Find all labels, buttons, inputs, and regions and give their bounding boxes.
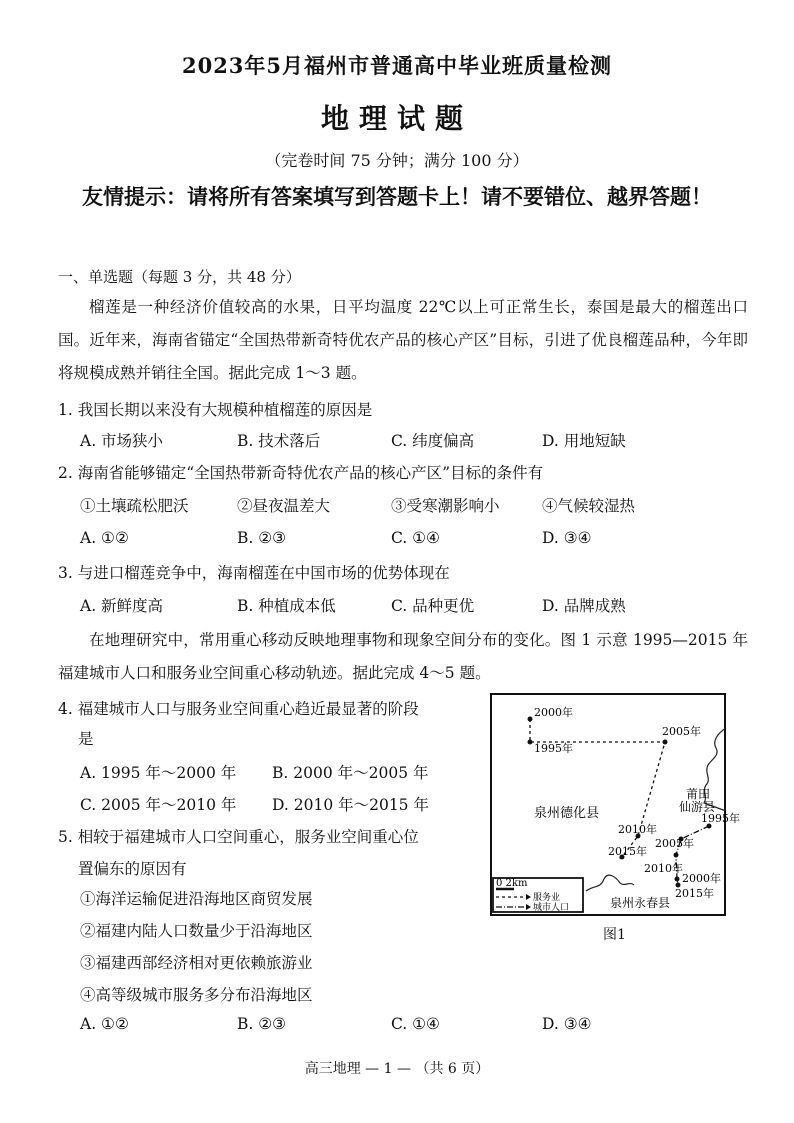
population-point-2000	[675, 877, 680, 882]
question-1-option-d: D. 用地短缺	[542, 432, 626, 450]
question-4-option-b: B. 2000 年～2005 年	[272, 764, 429, 782]
question-1-stem: 1. 我国长期以来没有大规模种植榴莲的原因是	[58, 401, 373, 419]
section-heading: 一、单选题（每题 3 分，共 48 分）	[58, 268, 301, 286]
population-label-2010: 2010年	[644, 862, 683, 875]
question-5-stem-line1: 5. 相较于福建城市人口空间重心，服务业空间重心位	[58, 828, 419, 846]
scale-label: 0 2km	[496, 878, 528, 889]
service-label-1995: 1995年	[534, 742, 573, 755]
question-2-item-1: ①土壤疏松肥沃	[80, 497, 189, 515]
question-3-stem: 3. 与进口榴莲竞争中，海南榴莲在中国市场的优势体现在	[58, 564, 450, 582]
legend-population-label: 城市人口	[533, 903, 570, 913]
question-1-option-c: C. 纬度偏高	[391, 432, 475, 450]
place-yongchun: 泉州永春县	[610, 896, 671, 910]
service-label-2000: 2000年	[534, 706, 573, 719]
question-4-option-c: C. 2005 年～2010 年	[80, 796, 237, 814]
service-point-2005	[663, 740, 668, 745]
question-3-option-c: C. 品种更优	[391, 597, 475, 615]
question-3-option-d: D. 品牌成熟	[542, 597, 626, 615]
question-1-option-b: B. 技术落后	[237, 432, 321, 450]
place-putian: 莆田	[686, 787, 711, 801]
question-2-item-3: ③受寒潮影响小	[391, 497, 500, 515]
question-3-option-a: A. 新鲜度高	[80, 597, 164, 615]
population-label-1995: 1995年	[701, 812, 740, 825]
passage-gravity-center: 在地理研究中，常用重心移动反映地理事物和现象空间分布的变化。图 1 示意 1995—2015 年福建城市人口和服务业空间重心移动轨迹。据此完成 4～5 题。	[58, 631, 748, 682]
question-1-option-a: A. 市场狭小	[80, 432, 164, 450]
question-4-stem-line2: 是	[78, 730, 94, 748]
service-label-2015: 2015年	[608, 845, 647, 858]
passage-durian: 榴莲是一种经济价值较高的水果，日平均温度 22℃以上可正常生长，泰国是最大的榴莲出口国。近年来，海南省锚定“全国热带新奇特优农产品的核心产区”目标，引进了优良榴莲品种，今年即将规模成熟并销往全国。据此完成 1～3 题。	[58, 298, 748, 382]
question-5-item-3: ③福建西部经济相对更依赖旅游业	[80, 954, 313, 972]
question-5-stem-line2: 置偏东的原因有	[78, 860, 187, 878]
figure-1-caption: 图1	[603, 927, 626, 943]
question-5-option-c: C. ①④	[391, 1015, 440, 1033]
figure-1-map	[490, 693, 740, 916]
question-2-option-d: D. ③④	[542, 529, 592, 547]
river	[586, 875, 634, 891]
place-dehua: 泉州德化县	[534, 806, 600, 821]
question-2-item-2: ②昼夜温差大	[237, 497, 331, 515]
exam-title: 2023年5月福州市普通高中毕业班质量检测	[181, 53, 613, 78]
question-5-option-a: A. ①②	[80, 1015, 129, 1033]
reminder-text: 友情提示：请将所有答案填写到答题卡上！请不要错位、越界答题！	[82, 184, 712, 209]
question-5-item-1: ①海洋运输促进沿海地区商贸发展	[80, 890, 313, 908]
question-2-option-c: C. ①④	[391, 529, 440, 547]
page-footer: 高三地理 — 1 — （共 6 页）	[304, 1061, 490, 1077]
population-label-2005: 2005年	[655, 837, 694, 850]
question-4-option-a: A. 1995 年～2000 年	[80, 764, 237, 782]
population-label-2000: 2000年	[682, 872, 721, 885]
question-4-stem-line1: 4. 福建城市人口与服务业空间重心趋近最显著的阶段	[58, 700, 419, 718]
population-point-2010	[674, 853, 679, 858]
service-label-2005: 2005年	[662, 725, 701, 738]
question-2-item-4: ④气候较湿热	[542, 497, 636, 515]
question-4-option-d: D. 2010 年～2015 年	[272, 796, 429, 814]
exam-info: （完卷时间 75 分钟；满分 100 分）	[265, 151, 529, 170]
question-5-item-2: ②福建内陆人口数量少于沿海地区	[80, 922, 313, 940]
question-5-item-4: ④高等级城市服务多分布沿海地区	[80, 986, 313, 1004]
question-5-option-d: D. ③④	[542, 1015, 592, 1033]
legend-service-label: 服务业	[533, 893, 561, 903]
question-5-option-b: B. ②③	[237, 1015, 287, 1033]
service-point-1995	[528, 740, 533, 745]
service-track-line	[530, 719, 665, 860]
question-2-stem: 2. 海南省能够锚定“全国热带新奇特优农产品的核心产区”目标的条件有	[58, 464, 544, 482]
subject-title: 地理试题	[320, 102, 473, 135]
place-xianyou: 仙游县	[679, 800, 716, 814]
question-2-option-a: A. ①②	[80, 529, 129, 547]
service-point-2000	[528, 717, 533, 722]
question-2-option-b: B. ②③	[237, 529, 287, 547]
population-label-2015: 2015年	[675, 887, 714, 900]
service-label-2010: 2010年	[618, 823, 657, 836]
question-3-option-b: B. 种植成本低	[237, 597, 336, 615]
